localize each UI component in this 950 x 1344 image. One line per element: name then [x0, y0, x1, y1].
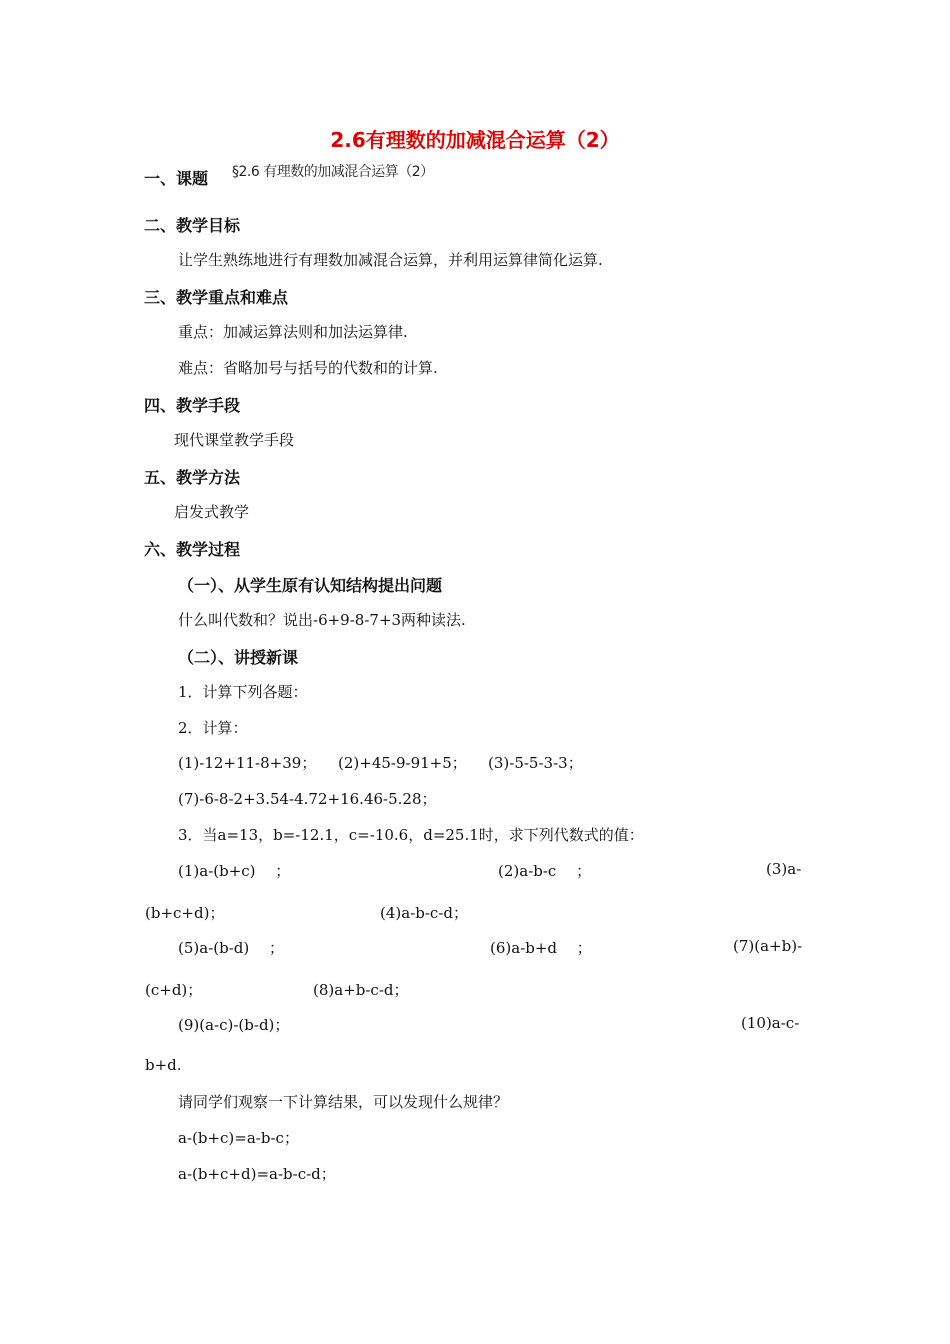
means-text: 现代课堂教学手段	[174, 431, 295, 449]
key-heading: 三、教学重点和难点	[144, 288, 289, 307]
observe-question: 请同学们观察一下计算结果，可以发现什么规律？	[178, 1093, 509, 1111]
key-point: 重点：加减运算法则和加法运算律.	[178, 323, 408, 341]
process-heading: 六、教学过程	[144, 540, 241, 559]
item-3: 3．当a=13，b=-12.1，c=-10.6，d=25.1时，求下列代数式的值：	[178, 826, 644, 844]
method-text: 启发式教学	[174, 503, 250, 521]
expression-8: (8)a+b-c-d；	[313, 981, 409, 999]
expression-2: (2)a-b-c ；	[498, 862, 592, 880]
method-heading: 五、教学方法	[144, 468, 241, 487]
topic-heading: 一、课题	[144, 169, 209, 188]
step1-heading: （一）、从学生原有认知结构提出问题	[178, 576, 443, 595]
rule-2: a-(b+c+d)=a-b-c-d；	[178, 1165, 336, 1183]
expression-3-end: (b+c+d)；	[145, 904, 225, 922]
page-title: 2.6有理数的加减混合运算（2）	[330, 128, 620, 152]
expression-7-start: (7)(a+b)-	[733, 937, 803, 955]
expression-3-start: (3)a-	[766, 860, 802, 878]
exercise-7: (7)-6-8-2+3.54-4.72+16.46-5.28；	[178, 790, 437, 808]
expression-9: (9)(a-c)-(b-d)；	[178, 1016, 290, 1034]
goal-heading: 二、教学目标	[144, 216, 241, 235]
item-2: 2．计算：	[178, 719, 248, 737]
exercise-1: (1)-12+11-8+39；	[178, 754, 317, 772]
goal-text: 让学生熟练地进行有理数加减混合运算，并利用运算律简化运算.	[178, 251, 603, 269]
step2-heading: （二）、讲授新课	[178, 648, 299, 667]
means-heading: 四、教学手段	[144, 396, 241, 415]
item-1: 1．计算下列各题：	[178, 683, 308, 701]
difficult-point: 难点：省略加号与括号的代数和的计算.	[178, 359, 438, 377]
step1-text: 什么叫代数和？说出-6+9-8-7+3两种读法.	[178, 611, 466, 629]
expression-10-end: b+d.	[145, 1056, 182, 1074]
expression-1: (1)a-(b+c) ；	[178, 862, 291, 880]
exercise-3: (3)-5-5-3-3；	[488, 754, 583, 772]
topic-image-text: §2.6 有理数的加减混合运算（2）	[232, 164, 434, 180]
rule-1: a-(b+c)=a-b-c；	[178, 1129, 299, 1147]
expression-5: (5)a-(b-d) ；	[178, 939, 285, 957]
expression-7-end: (c+d)；	[145, 981, 203, 999]
exercise-2: (2)+45-9-91+5；	[338, 754, 467, 772]
expression-6: (6)a-b+d ；	[490, 939, 592, 957]
expression-4: (4)a-b-c-d；	[380, 904, 469, 922]
expression-10-start: (10)a-c-	[741, 1014, 800, 1032]
